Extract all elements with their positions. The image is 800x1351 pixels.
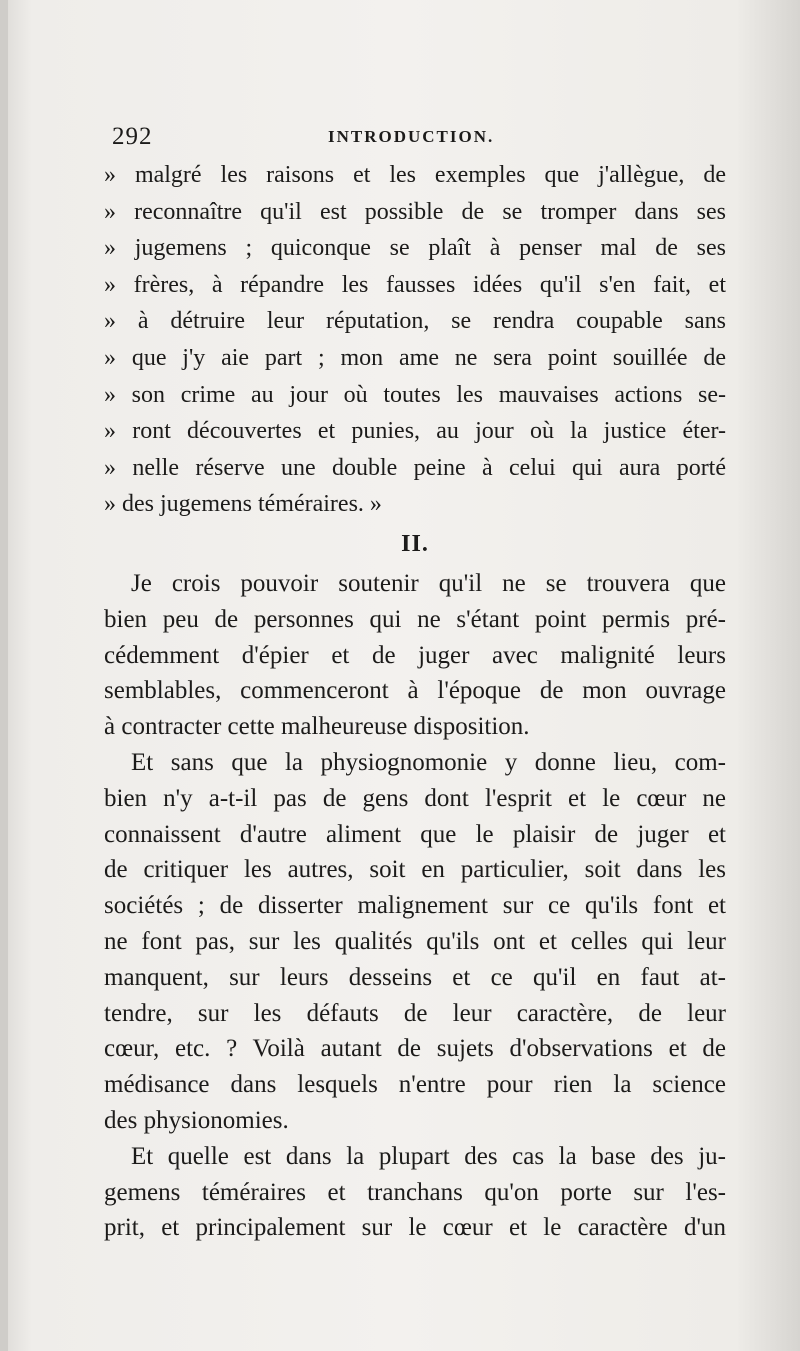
text-line: de critiquer les autres, soit en particulier, soit dans les bbox=[104, 856, 726, 884]
running-title: INTRODUCTION. bbox=[328, 127, 495, 146]
text-line: sociétés ; de disserter malignement sur ce qu'ils font et bbox=[104, 892, 726, 920]
text-line: ne font pas, sur les qualités qu'ils ont et celles qui leur bbox=[104, 927, 726, 955]
text-line: » que j'y aie part ; mon ame ne sera point souillée de bbox=[104, 344, 726, 371]
text-line: » à détruire leur réputation, se rendra coupable sans bbox=[104, 308, 726, 335]
text-line: manquent, sur leurs desseins et ce qu'il en faut at- bbox=[104, 963, 726, 991]
text-line: connaissent d'autre aliment que le plaisir de juger et bbox=[104, 820, 726, 848]
text-line: Et quelle est dans la plupart des cas la base des ju- bbox=[131, 1142, 726, 1170]
text-line: gemens téméraires et tranchans qu'on porte sur l'es- bbox=[104, 1178, 726, 1206]
text-line: » jugemens ; quiconque se plaît à penser mal de ses bbox=[104, 235, 726, 262]
text-line: Et sans que la physiognomonie y donne lieu, com- bbox=[131, 748, 726, 776]
text-line: à contracter cette malheureuse disposition. bbox=[104, 713, 530, 741]
text-line: cédemment d'épier et de juger avec malignité leurs bbox=[104, 641, 726, 669]
text-line: tendre, sur les défauts de leur caractère, de leur bbox=[104, 999, 726, 1027]
body-text bbox=[104, 566, 726, 1246]
text-line: » frères, à répandre les fausses idées qu'il s'en fait, et bbox=[104, 271, 726, 298]
text-line: des physionomies. bbox=[104, 1106, 289, 1134]
text-line: semblables, commenceront à l'époque de mon ouvrage bbox=[104, 677, 726, 705]
text-line: Je crois pouvoir soutenir qu'il ne se trouvera que bbox=[131, 570, 726, 597]
text-line: » malgré les raisons et les exemples que j'allègue, de bbox=[104, 162, 726, 188]
text-line: prit, et principalement sur le cœur et le caractère d'un bbox=[104, 1214, 726, 1242]
text-line: cœur, etc. ? Voilà autant de sujets d'observations et de bbox=[104, 1035, 726, 1063]
page-gutter-shadow bbox=[0, 0, 8, 1351]
section-numeral: II. bbox=[401, 530, 429, 557]
text-line: » reconnaître qu'il est possible de se tromper dans ses bbox=[104, 198, 726, 225]
text-line: » des jugemens téméraires. » bbox=[104, 491, 382, 518]
text-line: » nelle réserve une double peine à celui qui aura porté bbox=[104, 454, 726, 481]
running-header bbox=[110, 123, 730, 153]
text-line: bien peu de personnes qui ne s'étant point permis pré- bbox=[104, 605, 726, 633]
text-line: » son crime au jour où toutes les mauvaises actions se- bbox=[104, 381, 726, 408]
page-number: 292 bbox=[112, 123, 153, 150]
text-line: » ront découvertes et punies, au jour où la justice éter- bbox=[104, 418, 726, 445]
quotation-block bbox=[104, 157, 726, 565]
text-line: bien n'y a-t-il pas de gens dont l'esprit et le cœur ne bbox=[104, 784, 726, 812]
text-line: médisance dans lesquels n'entre pour rien la science bbox=[104, 1071, 726, 1099]
